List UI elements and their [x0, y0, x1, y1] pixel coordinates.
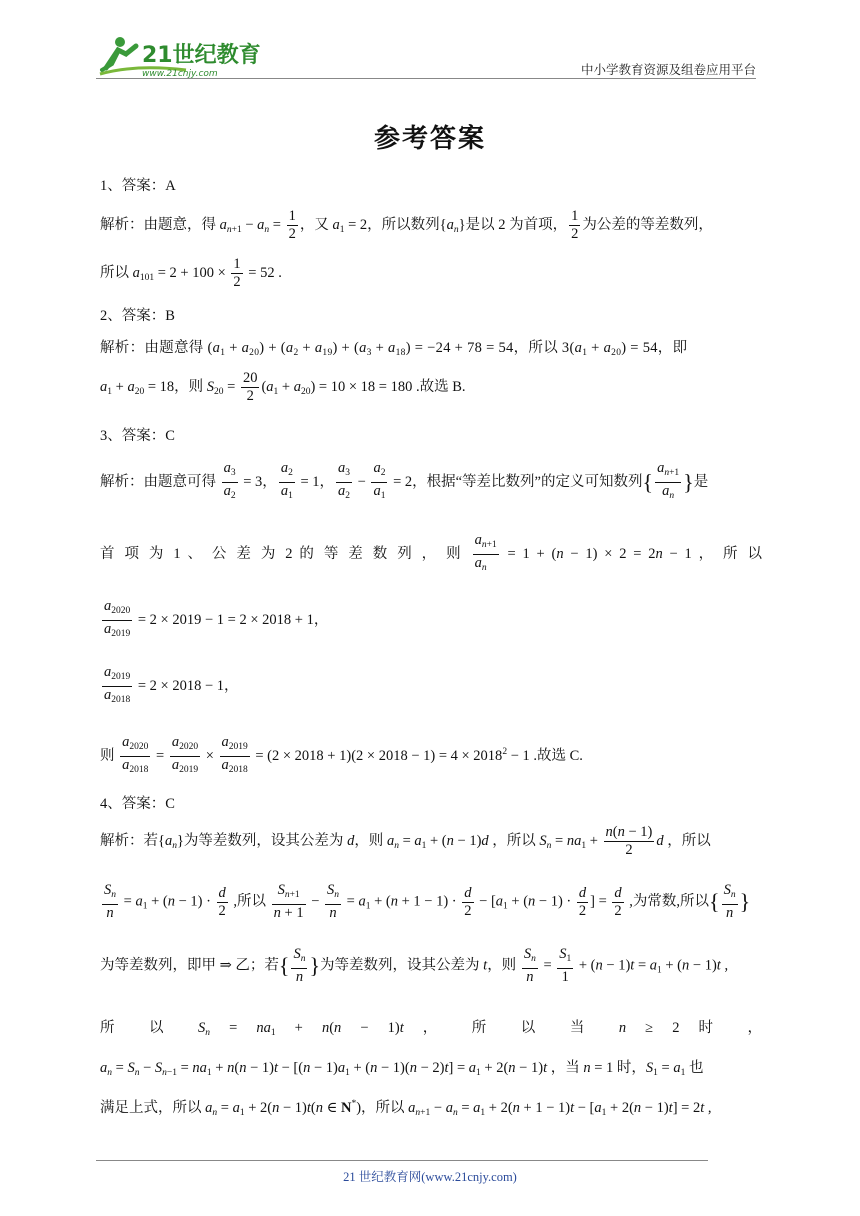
footer-link[interactable]: 21 世纪教育网(www.21cnjy.com)	[343, 1170, 517, 1184]
solution-line: 所以 $a_{101} = 2 + 100$ × $\frac{1}{2}$ = 52 .	[100, 256, 282, 290]
header-platform-text: 中小学教育资源及组卷应用平台	[580, 63, 756, 77]
solution-line: 解析：由题意可得 $\frac{a_3}{a_2}$ = 3， $\frac{a_2}{a_1}$ = 1， $\frac{a_3}{a_2}$ − $\frac{a_2}{a_1}$ = 2，根据“等差比数列”的定义可知数列{ $\frac{a_{n+1}}{a_n}$ }是	[100, 460, 709, 501]
svg-text:21世纪教育: 21世纪教育	[142, 43, 261, 68]
solution-line: 满足上式，所以 $a_n = a_1 + 2(n - 1)t(n$ ∈ N*)，所以 $a_{n+1} - a_n = a_1 + 2(n + 1 - 1)t - [a_1 + 2(n - 1)t] = 2t$ ,	[100, 1099, 712, 1118]
solution-line: 解析：若$\{a_n\}$为等差数列，设其公差为 d，则 $a_n = a_1 + (n - 1)d$ ，所以 $S_n = na_1$ + $\frac{n(n - 1)}{2}$ d ，所以	[100, 824, 711, 858]
solution-line: 为等差数列，即甲 ⇒ 乙；若{ $\frac{S_n}{n}$ }为等差数列，设其公差为 t，则 $\frac{S_n}{n}$ = $\frac{S_1}{1}$ + $(n - 1)t = a_1 + (n - 1)t$ ,	[100, 946, 729, 985]
answer-label: 3、答案：C	[100, 428, 175, 444]
svg-text:www.21cnjy.com: www.21cnjy.com	[142, 69, 218, 79]
solution-line: $a_n = S_n - S_{n-1} = na_1 + n(n - 1)t - [(n - 1)a_1 + (n - 1)(n - 2)t] = a_1 + 2(n - 1)t$ ，当 n = 1 时，$S_1 = a_1$ 也	[100, 1060, 704, 1078]
solution-line: $\frac{a_{2019}}{a_{2018}}$ = 2 × 2018 − 1，	[104, 664, 239, 705]
answer-label: 4、答案：C	[100, 796, 175, 812]
page-title: 参考答案	[373, 124, 486, 154]
site-logo	[96, 34, 266, 80]
answer-label: 2、答案：B	[100, 308, 175, 324]
solution-line: 所 以 $S_n = na_1 + n(n - 1)t$ ， 所 以 当 n ≥ 2 时 ，	[100, 1020, 763, 1038]
solution-line: $a_1 + a_{20} = 18$，则 $S_{20}$ = $\frac{20}{2}$ $(a_1 + a_{20}) = 10 \times 18 = 180$ .故选 B.	[100, 370, 466, 404]
solution-line: 解析：由题意得 $(a_1 + a_{20}) + (a_2 + a_{19}) + (a_3 + a_{18}) = -24 + 78 = 54$，所以 $3(a_1 + a_{20}) = 54$，即	[100, 340, 688, 358]
header-divider	[96, 78, 756, 79]
footer-divider	[96, 1160, 708, 1161]
solution-line: $\frac{a_{2020}}{a_{2019}}$ = 2 × 2019 − 1 = 2 × 2018 + 1，	[104, 598, 329, 639]
solution-line: 解析：由题意，得 $a_{n+1} - a_n$ = $\frac{1}{2}$ ，又 $a_1 = 2$，所以数列$\{a_n\}$是以 2 为首项， $\frac{1}{2}$ 为公差的等差数列，	[100, 208, 713, 242]
solution-line: 首 项 为 1 、 公 差 为 2 的 等 差 数 列 ， 则 $\frac{a_{n+1}}{a_n}$ = 1 + (n − 1) × 2 = 2n − 1 ， 所 以	[100, 532, 762, 573]
answer-label: 1、答案：A	[100, 178, 176, 194]
solution-line: $\frac{S_n}{n}$ = $a_1 + (n - 1)$ · $\frac{d}{2}$ ,所以 $\frac{S_{n+1}}{n + 1}$ − $\frac{S_n}{n}$ = $a_1 + (n + 1 - 1)$ · $\frac{d}{2}$ − [$a_1 + (n - 1)$ · $\frac{d}{2}$ ] = $\frac{d}{2}$ ,为常数,所以{ $\frac{S_n}{n}$ }	[104, 882, 751, 921]
solution-line: 则 $\frac{a_{2020}}{a_{2018}}$ = $\frac{a_{2020}}{a_{2019}}$ × $\frac{a_{2019}}{a_{2018}}$ = $(2 \times 2018 + 1)(2 \times 2018 - 1) = 4 \times 2018^2 - 1$ .故选 C.	[100, 734, 583, 775]
